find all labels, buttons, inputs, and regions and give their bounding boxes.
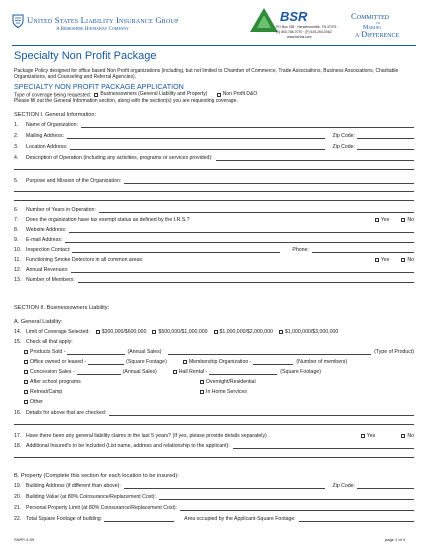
- hall-square-footage-field[interactable]: [209, 369, 277, 375]
- coverage-option-businessowners[interactable]: Businessowners (General Liability and Property): [94, 92, 207, 97]
- page-title: Specialty Non Profit Package: [14, 50, 157, 62]
- purpose-mission-field[interactable]: [124, 178, 414, 184]
- building-value-field[interactable]: [159, 494, 414, 500]
- limit-300k[interactable]: $300,000/$600,000: [96, 330, 147, 335]
- location-zip-field[interactable]: [357, 144, 414, 150]
- retreat-camp-checkbox[interactable]: Retreat/Camp: [24, 390, 199, 395]
- concession-checkbox[interactable]: Concession Sales -: [24, 370, 75, 375]
- number-members-field[interactable]: [253, 359, 293, 365]
- limit-500k[interactable]: $500,000/$1,000,000: [152, 330, 207, 335]
- q4-row: 4. Description of Operation (including any activities, programs or services provided):: [14, 153, 414, 161]
- header-divider: [12, 45, 416, 46]
- email-field[interactable]: [65, 237, 414, 243]
- q2-row: 2. Mailing Address: Zip Code:: [14, 131, 414, 139]
- bsr-address-1: PO Box 768 · Hendersonville, TN 37075: [276, 25, 337, 29]
- phone-field[interactable]: [312, 247, 414, 253]
- products-annual-sales-field[interactable]: [67, 349, 125, 355]
- company-name: United States Liability Insurance Group: [27, 15, 179, 25]
- limit-1m-2m[interactable]: $1,000,000/$2,000,000: [214, 330, 273, 335]
- hall-rental-checkbox[interactable]: Hall Rental -: [173, 370, 208, 375]
- limit-1m-3m[interactable]: $1,000,000/$3,000,000: [279, 330, 338, 335]
- building-address-field[interactable]: [124, 483, 325, 489]
- purpose-line-3[interactable]: [14, 200, 414, 201]
- coverage-prompt: Type of coverage being requested:: [14, 92, 91, 99]
- q19-row: 19. Building Address (if different than above): Zip Code:: [14, 481, 414, 489]
- q21-row: 21. Personal Property Limit (at 80% Coinsurance/Replacement Cost):: [14, 503, 414, 511]
- office-square-footage-field[interactable]: [88, 359, 124, 365]
- q17-row: 17. Have there been any general liability claims in the last 5 years? (If yes, please provide details separately) Yes No: [14, 432, 414, 439]
- additional-insured-line-2[interactable]: [14, 457, 414, 458]
- section2-heading: SECTION II. Businessowners Liability:: [14, 305, 110, 311]
- annual-revenues-field[interactable]: [71, 267, 414, 273]
- q10-row: 10. Inspection Contact: Phone:: [14, 245, 414, 253]
- after-school-row: [24, 377, 414, 385]
- q3-row: 3. Location Address: Zip Code:: [14, 142, 414, 150]
- claims-yes[interactable]: Yes: [361, 434, 375, 439]
- q12-row: 12. Annual Revenues:: [14, 265, 414, 273]
- q9-row: 9. E-mail Address:: [14, 235, 414, 243]
- form-code: SNPP-4-09: [14, 537, 35, 542]
- membership-checkbox[interactable]: Membership Organization -: [183, 360, 252, 365]
- q13-row: 13. Number of Members:: [14, 275, 414, 283]
- details-line-2[interactable]: [14, 424, 414, 425]
- after-school-checkbox[interactable]: After school programs: [24, 380, 199, 385]
- organization-name-field[interactable]: [81, 122, 414, 128]
- q7-row: 7. Does the organization have tax exempt status as defined by the I.R.S.? Yes No: [14, 216, 414, 223]
- tax-exempt-yes[interactable]: Yes: [375, 218, 389, 223]
- section1-heading: SECTION I. General Information:: [14, 112, 97, 118]
- other-checkbox[interactable]: Other: [24, 400, 43, 405]
- building-zip-field[interactable]: [357, 483, 414, 489]
- mailing-address-field[interactable]: [67, 133, 324, 139]
- overnight-checkbox[interactable]: Overnight/Residential: [200, 380, 256, 385]
- area-occupied-field[interactable]: [299, 516, 414, 522]
- q14-row: 14. Limit of Coverage Selected: $300,000/$600,000 $500,000/$1,000,000 $1,000,000/$2,000,000 $1,000,000/$3,000,000: [14, 328, 339, 335]
- in-home-checkbox[interactable]: In Home Services: [200, 390, 247, 395]
- other-row: [24, 397, 414, 405]
- q8-row: 8. Website Address:: [14, 225, 414, 233]
- q22-row: 22. Total Square Footage of building: Area occupied by the Applicant-Square Footage:: [14, 514, 414, 522]
- property-heading: B. Property (Complete this section for each location to be insured):: [14, 473, 179, 479]
- additional-insured-field[interactable]: [233, 443, 414, 449]
- retreat-row: [24, 387, 414, 395]
- inspection-contact-field[interactable]: [72, 247, 280, 253]
- bsr-mountain-icon: [249, 7, 279, 33]
- location-address-field[interactable]: [70, 144, 324, 150]
- q18-row: 18. Additional Insured's to be included (List name, address and relationship to the applicant):: [14, 441, 414, 449]
- general-liability-heading: A. General Liability:: [14, 319, 63, 325]
- intro-text: Package Policy designed for office based Non Profit organizations (including, but not limited to Chamber of Commerce, Trade Associations, Business Associations, Charitable Organizations, and Counseling and Referral Agencies).: [14, 68, 399, 81]
- bsr-address-2: (1) 800-768-7070 · (F) 615-264-0062: [276, 30, 332, 34]
- smoke-detectors-yes[interactable]: Yes: [375, 258, 389, 263]
- details-field[interactable]: [109, 410, 414, 416]
- claims-no[interactable]: No: [401, 434, 414, 439]
- bsr-logo-text: BSR: [280, 9, 308, 24]
- application-heading: SPECIALTY NON PROFIT PACKAGE APPLICATION: [14, 82, 184, 91]
- operation-description-line-2[interactable]: [14, 169, 414, 170]
- products-row: Products Sold - (Annual Sales) (Type of Product): [24, 347, 414, 355]
- q11-row: 11. Functioning Smoke Detectors in all common areas: Yes No: [14, 256, 414, 263]
- purpose-line-2[interactable]: [14, 191, 414, 192]
- smoke-detectors-no[interactable]: No: [401, 258, 414, 263]
- q15-row: 15. Check all that apply:: [14, 338, 73, 345]
- q6-row: 6. Number of Years in Operation:: [14, 205, 414, 213]
- total-square-footage-field[interactable]: [104, 516, 174, 522]
- usli-logo-icon: [12, 14, 24, 28]
- mailing-zip-field[interactable]: [357, 133, 414, 139]
- website-field[interactable]: [69, 227, 414, 233]
- type-of-product-field[interactable]: [168, 349, 372, 355]
- q16-row: 16. Details for above that are checked:: [14, 408, 414, 416]
- page-number: page 1 of 4: [385, 537, 406, 542]
- bsr-website: www.bsrins.com: [287, 35, 312, 39]
- committed-text: Committed to Making a Difference: [351, 11, 400, 39]
- years-in-operation-field[interactable]: [99, 207, 414, 213]
- office-row: Office owned or leased - (Square Footage) Membership Organization - (Number of members): [24, 357, 414, 365]
- office-checkbox[interactable]: Office owned or leased -: [24, 360, 86, 365]
- tax-exempt-no[interactable]: No: [401, 218, 414, 223]
- coverage-option-do[interactable]: Non Profit D&O: [217, 92, 257, 97]
- company-subtitle: A Berkshire Hathaway Company: [56, 27, 129, 32]
- personal-property-limit-field[interactable]: [180, 505, 414, 511]
- concession-row: Concession Sales - (Annual Sales) Hall Rental - (Square Footage): [24, 367, 414, 375]
- q20-row: 20. Building Value (at 80% Coinsurance/Replacement Cost):: [14, 492, 414, 500]
- number-of-members-field[interactable]: [78, 277, 414, 283]
- operation-description-field[interactable]: [216, 155, 414, 161]
- concession-sales-field[interactable]: [77, 369, 121, 375]
- q5-row: 5. Purpose and Mission of the Organization:: [14, 176, 414, 184]
- products-sold-checkbox[interactable]: Products Sold -: [24, 350, 65, 355]
- q1-row: 1. Name of Organization:: [14, 120, 414, 128]
- fill-instructions: Please fill out the General Information section, along with the section(s) you are requesting coverage.: [14, 98, 238, 104]
